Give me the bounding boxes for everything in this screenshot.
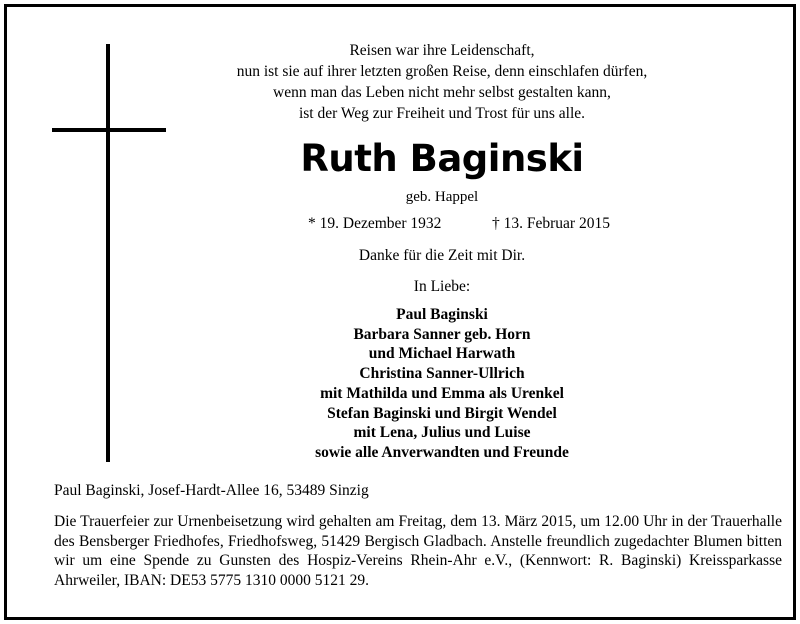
contact-address: Paul Baginski, Josef-Hardt-Allee 16, 53489 Sinzig xyxy=(54,482,369,499)
mourner-line: Paul Baginski xyxy=(396,306,488,323)
funeral-notice: Die Trauerfeier zur Urnenbeisetzung wird gehalten am Freitag, dem 13. März 2015, um 12.00 Uhr in der Trauerhalle des Bensberger Friedhofes, Friedhofsweg, 51429 Bergisch Gladbach. Anstelle freundlich zugedachter Blumen bitten wir um eine Spende zu Gunsten des Hospiz-Vereins Rhein-Ahr e.V., (Kennwort: R. Baginski) Kreissparkasse Ahrweiler, IBAN: DE53 5775 1310 0000 5121 29. xyxy=(54,513,782,590)
poem xyxy=(207,40,677,124)
poem-line: Reisen war ihre Leidenschaft, xyxy=(349,42,535,59)
mourner-line: mit Lena, Julius und Luise xyxy=(353,424,531,442)
death-date: † 13. Februar 2015 xyxy=(492,215,610,232)
mourner-line: Barbara Sanner geb. Horn xyxy=(353,325,531,343)
birth-date: * 19. Dezember 1932 xyxy=(308,215,442,232)
mourner-line: und Michael Harwath xyxy=(368,345,516,363)
poem-line: ist der Weg zur Freiheit und Trost für uns alle. xyxy=(298,105,586,122)
mourner-line: mit Mathilda und Emma als Urenkel xyxy=(320,384,564,402)
thanks-line: Danke für die Zeit mit Dir. xyxy=(358,247,526,264)
deceased-name: Ruth Baginski xyxy=(300,137,584,180)
maiden-name: geb. Happel xyxy=(405,189,479,205)
mourners-list xyxy=(207,305,677,463)
mourner-line: Christina Sanner-Ullrich xyxy=(359,365,525,383)
cross-icon-vertical xyxy=(106,44,110,462)
poem-line: nun ist sie auf ihrer letzten großen Reise, denn einschlafen dürfen, xyxy=(236,63,648,80)
in-love-line: In Liebe: xyxy=(413,278,471,295)
mourner-line: sowie alle Anverwandten und Freunde xyxy=(315,443,569,461)
poem-line: wenn man das Leben nicht mehr selbst gestalten kann, xyxy=(273,84,611,101)
cross-icon-horizontal xyxy=(52,128,166,132)
obituary-notice xyxy=(4,4,796,620)
mourner-line: Stefan Baginski und Birgit Wendel xyxy=(327,404,557,422)
